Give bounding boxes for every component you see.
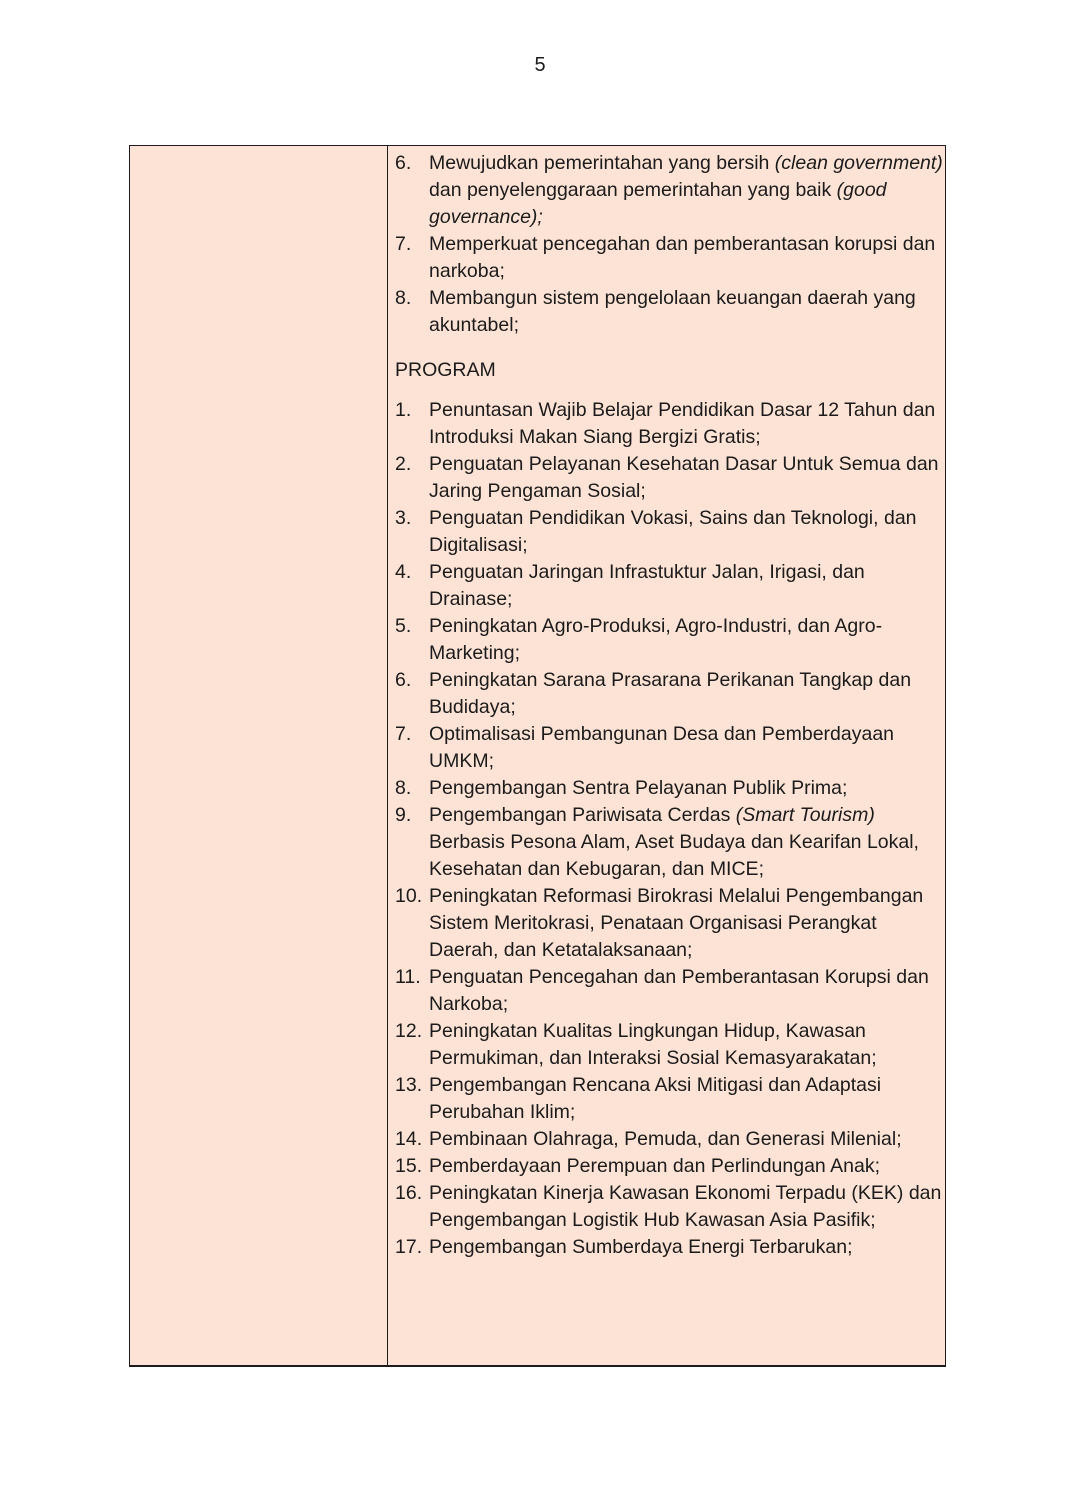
list-item-number: 7. (395, 233, 412, 255)
list-item (395, 1072, 943, 1126)
list-item-text: Pengembangan Rencana Aksi Mitigasi dan Adaptasi Perubahan Iklim; (429, 1074, 882, 1123)
list-item (395, 397, 943, 451)
list-item-text: Membangun sistem pengelolaan keuangan daerah yang akuntabel; (429, 287, 916, 336)
list-item-number: 5. (395, 615, 412, 637)
list-item-number: 17. (395, 1236, 423, 1258)
list-item-text: Pembinaan Olahraga, Pemuda, dan Generasi Milenial; (429, 1128, 902, 1150)
program-heading: PROGRAM (395, 359, 496, 381)
list-item-number: 13. (395, 1074, 423, 1096)
list-item-number: 11. (395, 966, 421, 988)
list-item-text: Penuntasan Wajib Belajar Pendidikan Dasar 12 Tahun dan Introduksi Makan Siang Bergizi Gratis; (429, 399, 936, 448)
list-item (395, 231, 943, 285)
list-item (395, 775, 943, 802)
list-item-text: Peningkatan Kualitas Lingkungan Hidup, Kawasan Permukiman, dan Interaksi Sosial Kemasyarakatan; (429, 1020, 877, 1069)
list-item (395, 505, 943, 559)
list-item (395, 150, 943, 231)
list-item-number: 2. (395, 453, 412, 475)
list-item-number: 8. (395, 777, 412, 799)
list-item-number: 16. (395, 1182, 423, 1204)
table-left-cell-empty (130, 146, 388, 1365)
list-item-text: Peningkatan Reformasi Birokrasi Melalui Pengembangan Sistem Meritokrasi, Penataan Organisasi Perangkat Daerah, dan Ketatalaksanaan; (429, 885, 924, 961)
list-item (395, 285, 943, 339)
list-item-text: Memperkuat pencegahan dan pemberantasan korupsi dan narkoba; (429, 233, 936, 282)
list-item (395, 1126, 943, 1153)
list-item-number: 10. (395, 885, 423, 907)
list-item (395, 1153, 943, 1180)
list-item (395, 613, 943, 667)
list-item-number: 3. (395, 507, 412, 529)
list-item (395, 964, 943, 1018)
list-item-text: Penguatan Jaringan Infrastuktur Jalan, Irigasi, dan Drainase; (429, 561, 865, 610)
list-item (395, 802, 943, 883)
list-item-text: Pemberdayaan Perempuan dan Perlindungan Anak; (429, 1155, 880, 1177)
list-item (395, 451, 943, 505)
page-number: 5 (534, 54, 546, 76)
list-item (395, 559, 943, 613)
list-item-text: Optimalisasi Pembangunan Desa dan Pemberdayaan UMKM; (429, 723, 895, 772)
list-item-number: 14. (395, 1128, 423, 1150)
list-item-text: Peningkatan Agro-Produksi, Agro-Industri, dan Agro-Marketing; (429, 615, 883, 664)
list-item-number: 6. (395, 152, 412, 174)
list-item-text: Peningkatan Kinerja Kawasan Ekonomi Terpadu (KEK) dan Pengembangan Logistik Hub Kawasan Asia Pasifik; (429, 1182, 942, 1231)
table-right-cell (388, 146, 945, 1365)
list-item-number: 7. (395, 723, 412, 745)
list-item-text: Penguatan Pencegahan dan Pemberantasan Korupsi dan Narkoba; (429, 966, 929, 1015)
list-item-number: 15. (395, 1155, 423, 1177)
content-table (129, 145, 946, 1367)
list-item-text: Pengembangan Sentra Pelayanan Publik Prima; (429, 777, 848, 799)
list-item-number: 1. (395, 399, 412, 421)
list-item (395, 1018, 943, 1072)
list-item-number: 8. (395, 287, 412, 309)
list-item-number: 6. (395, 669, 412, 691)
list-item-number: 12. (395, 1020, 423, 1042)
list-item (395, 883, 943, 964)
list-item-text: Peningkatan Sarana Prasarana Perikanan Tangkap dan Budidaya; (429, 669, 912, 718)
list-item-text: Penguatan Pendidikan Vokasi, Sains dan Teknologi, dan Digitalisasi; (429, 507, 917, 556)
list-item (395, 1180, 943, 1234)
list-item-number: 9. (395, 804, 412, 826)
list-item-number: 4. (395, 561, 412, 583)
list-item-text: Penguatan Pelayanan Kesehatan Dasar Untuk Semua dan Jaring Pengaman Sosial; (429, 453, 939, 502)
list-item-text: Pengembangan Pariwisata Cerdas (Smart Tourism) Berbasis Pesona Alam, Aset Budaya dan Kearifan Lokal, Kesehatan dan Kebugaran, dan MICE; (429, 804, 919, 880)
list-item (395, 1234, 943, 1261)
list-item (395, 667, 943, 721)
misi-continued-list (395, 150, 943, 339)
program-list (395, 397, 942, 1261)
list-item-text: Pengembangan Sumberdaya Energi Terbarukan; (429, 1236, 853, 1258)
list-item (395, 721, 943, 775)
list-item-text: Mewujudkan pemerintahan yang bersih (clean government) dan penyelenggaraan pemerintahan yang baik (good governance); (429, 152, 943, 228)
